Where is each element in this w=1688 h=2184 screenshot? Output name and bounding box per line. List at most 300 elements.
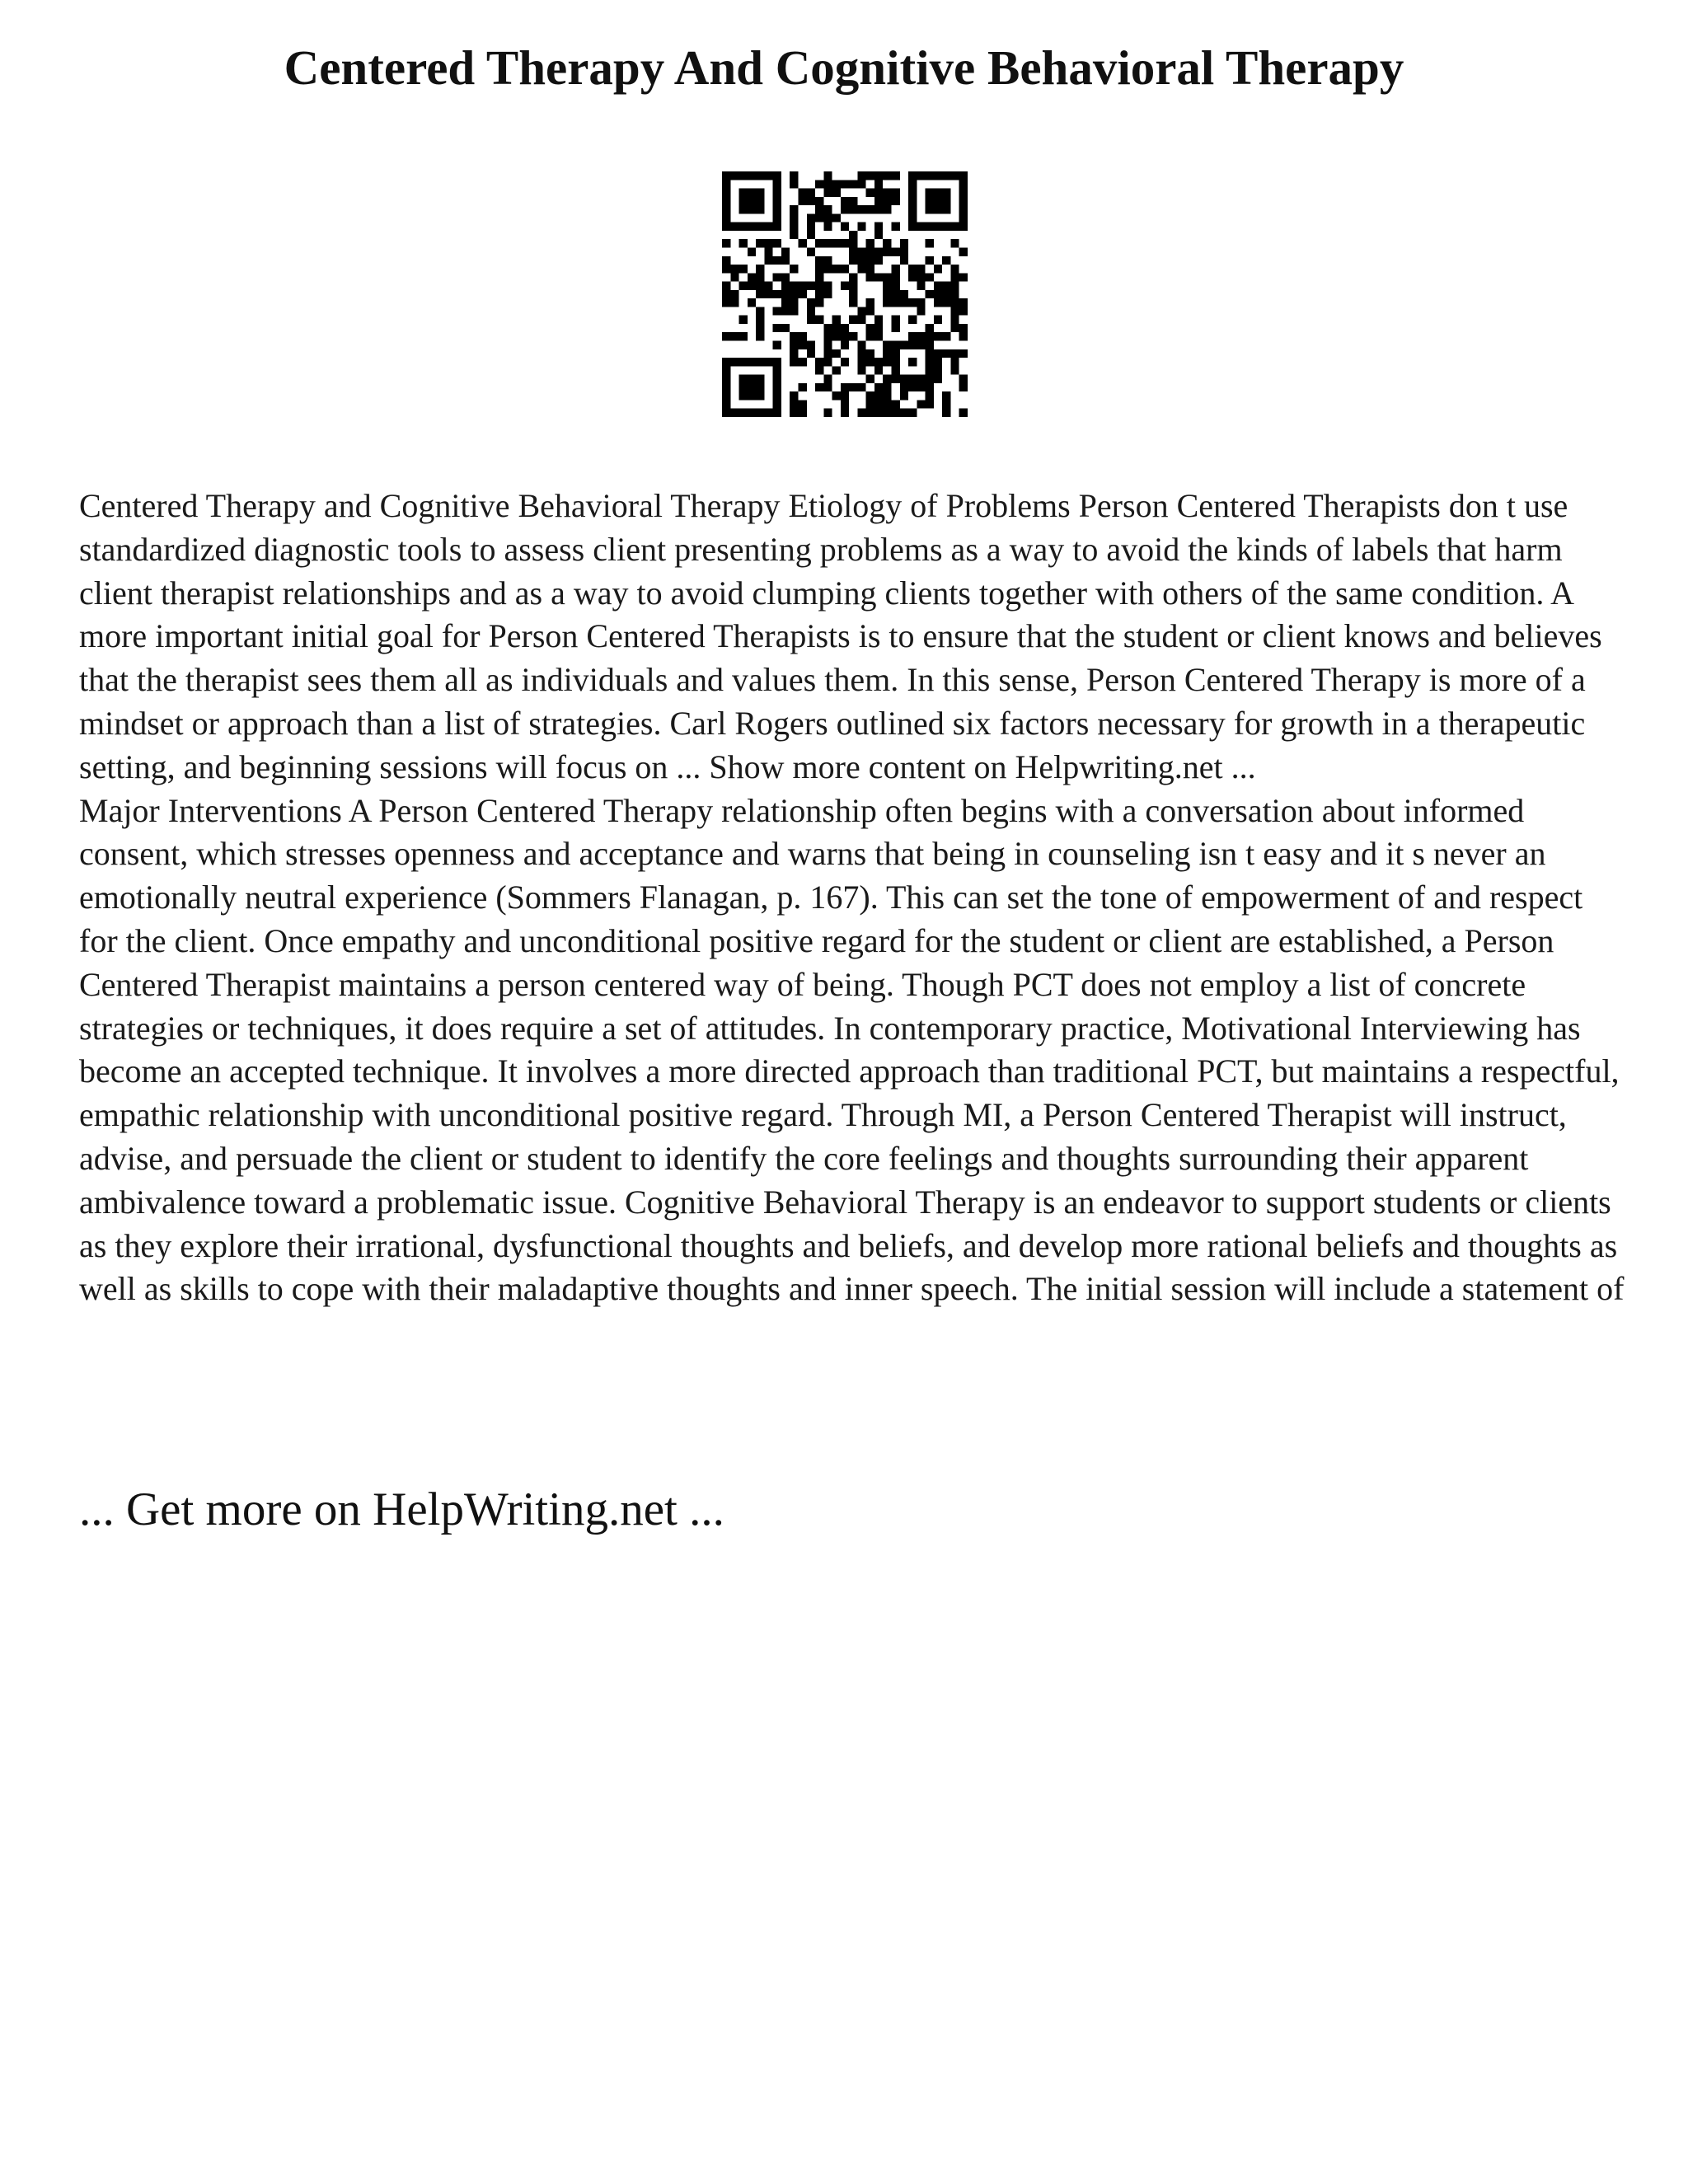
qr-module xyxy=(773,256,781,265)
qr-module xyxy=(756,223,764,231)
qr-module xyxy=(730,265,738,273)
qr-module xyxy=(900,375,908,383)
qr-module xyxy=(773,383,781,391)
qr-module xyxy=(756,282,764,290)
qr-module xyxy=(857,247,865,255)
qr-module xyxy=(798,197,806,205)
qr-module xyxy=(857,409,865,417)
qr-module xyxy=(892,282,900,290)
qr-module xyxy=(832,366,841,374)
qr-module xyxy=(892,189,900,197)
qr-module xyxy=(790,265,798,273)
qr-module xyxy=(773,409,781,417)
qr-module xyxy=(756,383,764,391)
qr-module xyxy=(841,391,849,400)
qr-module xyxy=(807,197,815,205)
qr-module xyxy=(917,273,925,281)
qr-module xyxy=(950,349,959,358)
qr-module xyxy=(756,171,764,180)
qr-module xyxy=(815,213,823,222)
qr-module xyxy=(730,409,738,417)
qr-module xyxy=(790,282,798,290)
qr-module xyxy=(934,265,942,273)
qr-module xyxy=(942,290,950,298)
qr-module xyxy=(942,205,950,213)
qr-module xyxy=(874,180,883,188)
qr-module xyxy=(892,223,900,231)
qr-module xyxy=(874,383,883,391)
qr-module xyxy=(815,282,823,290)
qr-module xyxy=(883,273,891,281)
qr-module xyxy=(798,409,806,417)
qr-module xyxy=(900,409,908,417)
qr-module xyxy=(908,358,917,366)
qr-module xyxy=(823,290,832,298)
qr-module xyxy=(908,383,917,391)
qr-module xyxy=(748,223,756,231)
qr-module xyxy=(926,189,934,197)
qr-module xyxy=(815,180,823,188)
qr-module xyxy=(832,332,841,340)
qr-module xyxy=(773,180,781,188)
qr-module xyxy=(900,298,908,307)
qr-module xyxy=(892,171,900,180)
qr-module xyxy=(841,324,849,332)
qr-module xyxy=(807,247,815,255)
qr-module xyxy=(798,282,806,290)
qr-module xyxy=(866,391,874,400)
qr-module xyxy=(739,223,748,231)
qr-module xyxy=(866,349,874,358)
qr-module xyxy=(908,189,917,197)
qr-module xyxy=(934,282,942,290)
qr-module xyxy=(764,171,772,180)
qr-module xyxy=(739,383,748,391)
qr-module xyxy=(950,307,959,315)
qr-module xyxy=(823,349,832,358)
qr-module xyxy=(883,205,891,213)
qr-module xyxy=(866,239,874,247)
qr-module xyxy=(908,265,917,273)
qr-module xyxy=(815,316,823,324)
qr-module xyxy=(722,290,730,298)
qr-module xyxy=(790,307,798,315)
qr-module xyxy=(790,409,798,417)
qr-module xyxy=(883,239,891,247)
qr-module xyxy=(807,298,815,307)
qr-module xyxy=(959,205,968,213)
qr-module xyxy=(756,307,764,315)
qr-module xyxy=(917,265,925,273)
qr-module xyxy=(926,324,934,332)
qr-module xyxy=(926,239,934,247)
qr-module xyxy=(815,383,823,391)
qr-module xyxy=(926,223,934,231)
qr-module xyxy=(950,366,959,374)
qr-module xyxy=(857,265,865,273)
qr-module xyxy=(950,324,959,332)
qr-module xyxy=(900,239,908,247)
qr-module xyxy=(730,332,738,340)
qr-module xyxy=(815,256,823,265)
qr-module xyxy=(874,223,883,231)
qr-module xyxy=(917,223,925,231)
qr-module xyxy=(950,298,959,307)
qr-module xyxy=(908,316,917,324)
qr-module xyxy=(892,290,900,298)
qr-module xyxy=(959,332,968,340)
qr-module xyxy=(934,358,942,366)
qr-module xyxy=(773,213,781,222)
qr-module xyxy=(773,189,781,197)
qr-module xyxy=(722,197,730,205)
qr-module xyxy=(917,375,925,383)
qr-module xyxy=(748,375,756,383)
qr-module xyxy=(815,239,823,247)
qr-module xyxy=(832,316,841,324)
qr-module xyxy=(926,332,934,340)
qr-module xyxy=(764,282,772,290)
qr-module xyxy=(823,341,832,349)
qr-module xyxy=(832,180,841,188)
qr-module xyxy=(764,290,772,298)
qr-module xyxy=(874,205,883,213)
qr-module xyxy=(722,189,730,197)
qr-module xyxy=(832,239,841,247)
qr-module xyxy=(739,358,748,366)
qr-module xyxy=(756,290,764,298)
qr-module xyxy=(942,332,950,340)
qr-module xyxy=(807,231,815,239)
qr-module xyxy=(722,205,730,213)
qr-module xyxy=(756,375,764,383)
qr-module xyxy=(849,205,857,213)
qr-module xyxy=(781,282,790,290)
qr-module xyxy=(773,290,781,298)
qr-module xyxy=(950,282,959,290)
qr-module xyxy=(917,171,925,180)
qr-module xyxy=(908,341,917,349)
qr-module xyxy=(748,298,756,307)
qr-module xyxy=(773,273,781,281)
qr-module xyxy=(917,307,925,315)
qr-module xyxy=(900,290,908,298)
qr-module xyxy=(883,349,891,358)
qr-module xyxy=(764,247,772,255)
qr-module xyxy=(849,180,857,188)
qr-module xyxy=(900,256,908,265)
qr-module xyxy=(917,400,925,408)
qr-module xyxy=(857,383,865,391)
qr-module xyxy=(748,171,756,180)
qr-module xyxy=(874,358,883,366)
qr-module xyxy=(764,256,772,265)
qr-module xyxy=(823,189,832,197)
qr-module xyxy=(883,358,891,366)
qr-module xyxy=(722,375,730,383)
qr-module xyxy=(926,197,934,205)
qr-module xyxy=(908,298,917,307)
qr-module xyxy=(883,391,891,400)
qr-module xyxy=(950,223,959,231)
qr-module xyxy=(926,256,934,265)
qr-module xyxy=(908,205,917,213)
qr-module xyxy=(950,358,959,366)
qr-module xyxy=(849,282,857,290)
qr-module xyxy=(950,239,959,247)
qr-module xyxy=(790,358,798,366)
qr-module xyxy=(849,273,857,281)
qr-module xyxy=(874,189,883,197)
qr-module xyxy=(917,383,925,391)
qr-module xyxy=(730,223,738,231)
qr-module xyxy=(892,349,900,358)
qr-module xyxy=(815,273,823,281)
qr-module xyxy=(934,298,942,307)
qr-module xyxy=(934,375,942,383)
qr-module xyxy=(874,231,883,239)
qr-module xyxy=(942,349,950,358)
qr-module xyxy=(892,298,900,307)
qr-module xyxy=(874,409,883,417)
qr-module xyxy=(790,391,798,400)
qr-module xyxy=(841,205,849,213)
qr-module xyxy=(866,247,874,255)
qr-module xyxy=(815,290,823,298)
qr-module xyxy=(807,349,815,358)
qr-module xyxy=(756,391,764,400)
qr-module xyxy=(917,282,925,290)
qr-module xyxy=(832,189,841,197)
qr-module xyxy=(739,171,748,180)
qr-module xyxy=(790,223,798,231)
qr-module xyxy=(823,383,832,391)
qr-module xyxy=(841,341,849,349)
qr-module xyxy=(748,189,756,197)
qr-module xyxy=(841,282,849,290)
qr-module xyxy=(807,213,815,222)
qr-module xyxy=(959,180,968,188)
qr-module xyxy=(739,316,748,324)
qr-module xyxy=(950,316,959,324)
qr-module xyxy=(790,332,798,340)
qr-module xyxy=(748,358,756,366)
qr-module xyxy=(722,358,730,366)
qr-module xyxy=(748,391,756,400)
qr-module xyxy=(773,358,781,366)
qr-module xyxy=(926,383,934,391)
qr-module xyxy=(959,247,968,255)
qr-module xyxy=(926,341,934,349)
qr-module xyxy=(950,171,959,180)
qr-module xyxy=(892,341,900,349)
qr-module xyxy=(892,409,900,417)
qr-module xyxy=(841,383,849,391)
qr-module xyxy=(739,239,748,247)
qr-module xyxy=(798,239,806,247)
qr-module xyxy=(942,282,950,290)
qr-module xyxy=(900,341,908,349)
qr-module xyxy=(798,189,806,197)
qr-module xyxy=(908,213,917,222)
qr-module xyxy=(857,205,865,213)
qr-module xyxy=(934,316,942,324)
qr-module xyxy=(781,256,790,265)
qr-module xyxy=(756,265,764,273)
qr-module xyxy=(883,409,891,417)
qr-module xyxy=(807,282,815,290)
qr-module xyxy=(866,332,874,340)
qr-module xyxy=(739,391,748,400)
qr-module xyxy=(857,316,865,324)
qr-module xyxy=(748,247,756,255)
qr-module xyxy=(739,332,748,340)
qr-module xyxy=(823,256,832,265)
qr-module xyxy=(823,358,832,366)
qr-module xyxy=(722,400,730,408)
qr-module xyxy=(934,349,942,358)
qr-module xyxy=(790,400,798,408)
qr-module xyxy=(883,290,891,298)
qr-module xyxy=(722,256,730,265)
qr-module xyxy=(823,223,832,231)
qr-module xyxy=(959,298,968,307)
qr-module xyxy=(730,171,738,180)
qr-module xyxy=(807,223,815,231)
qr-module xyxy=(773,205,781,213)
paragraph-interventions: Major Interventions A Person Centered Therapy relationship often begins with a conversation about informed consent, which stresses openness and acceptance and warns that being in counseling isn t easy and it s never an emotionally neutral experience (Sommers Flanagan, p. 167). This can set the tone of empowerment of and respect for the client. Once empathy and unconditional positive regard for the student or client are established, a Person Centered Therapist maintains a person centered way of being. Though PCT does not employ a list of concrete strategies or techniques, it does require a set of attitudes. In contemporary practice, Motivational Interviewing has become an accepted technique. It involves a more directed approach than traditional PCT, but maintains a respectful, empathic relationship with unconditional positive regard. Through MI, a Person Centered Therapist will instruct, advise, and persuade the client or student to identify the core feelings and thoughts surrounding their apparent ambivalence toward a problematic issue. Cognitive Behavioral Therapy is an endeavor to support students or clients as they explore their irrational, dysfunctional thoughts and beliefs, and develop more rational beliefs and thoughts as well as skills to cope with their maladaptive thoughts and inner speech. The initial session will include a statement of xyxy=(79,791,1625,1308)
qr-module xyxy=(926,171,934,180)
qr-module xyxy=(926,358,934,366)
qr-module xyxy=(756,239,764,247)
qr-module xyxy=(823,409,832,417)
qr-module xyxy=(866,298,874,307)
qr-module xyxy=(722,239,730,247)
qr-module xyxy=(773,341,781,349)
qr-module xyxy=(883,383,891,391)
qr-module xyxy=(934,223,942,231)
qr-module xyxy=(841,239,849,247)
qr-module xyxy=(790,231,798,239)
qr-module xyxy=(722,223,730,231)
qr-module xyxy=(849,247,857,255)
qr-module xyxy=(730,358,738,366)
qr-module xyxy=(773,239,781,247)
qr-module xyxy=(790,349,798,358)
qr-module xyxy=(798,358,806,366)
qr-module xyxy=(849,316,857,324)
qr-module xyxy=(934,205,942,213)
qr-module xyxy=(849,290,857,298)
qr-module xyxy=(841,223,849,231)
qr-module xyxy=(857,341,865,349)
qr-module xyxy=(866,265,874,273)
qr-module xyxy=(908,171,917,180)
qr-module xyxy=(959,307,968,315)
qr-module xyxy=(722,391,730,400)
qr-module xyxy=(959,383,968,391)
qr-module xyxy=(815,205,823,213)
qr-module xyxy=(756,205,764,213)
qr-module xyxy=(756,332,764,340)
qr-module xyxy=(950,290,959,298)
qr-module xyxy=(823,324,832,332)
qr-module xyxy=(832,213,841,222)
qr-module xyxy=(849,197,857,205)
qr-module xyxy=(934,366,942,374)
qr-module xyxy=(823,180,832,188)
qr-module xyxy=(798,383,806,391)
qr-module xyxy=(841,197,849,205)
qr-module xyxy=(748,205,756,213)
qr-module xyxy=(883,247,891,255)
qr-module xyxy=(857,223,865,231)
qr-module xyxy=(857,358,865,366)
qr-module xyxy=(823,332,832,340)
qr-module xyxy=(832,391,841,400)
qr-module xyxy=(841,358,849,366)
qr-module xyxy=(849,332,857,340)
qr-module xyxy=(900,383,908,391)
qr-module xyxy=(942,298,950,307)
qr-module xyxy=(823,265,832,273)
qr-module xyxy=(857,307,865,315)
qr-module xyxy=(874,391,883,400)
qr-module xyxy=(892,400,900,408)
qr-module xyxy=(866,307,874,315)
qr-module xyxy=(857,180,865,188)
qr-module xyxy=(773,197,781,205)
qr-module xyxy=(874,171,883,180)
qr-module xyxy=(874,256,883,265)
qr-module xyxy=(823,213,832,222)
qr-module xyxy=(815,197,823,205)
qr-module xyxy=(773,324,781,332)
qr-module xyxy=(926,290,934,298)
qr-module xyxy=(908,273,917,281)
qr-module xyxy=(756,324,764,332)
qr-module xyxy=(832,265,841,273)
qr-module xyxy=(764,358,772,366)
qr-module xyxy=(790,205,798,213)
get-more-link[interactable]: ... Get more on HelpWriting.net ... xyxy=(79,1483,724,1535)
qr-module xyxy=(773,307,781,315)
qr-module xyxy=(950,273,959,281)
qr-module xyxy=(773,375,781,383)
qr-module xyxy=(807,316,815,324)
qr-module xyxy=(815,358,823,366)
qr-module xyxy=(756,358,764,366)
qr-module xyxy=(934,197,942,205)
qr-module xyxy=(722,282,730,290)
qr-module xyxy=(959,213,968,222)
qr-module xyxy=(908,223,917,231)
qr-module xyxy=(756,409,764,417)
qr-module xyxy=(942,223,950,231)
qr-module xyxy=(959,273,968,281)
qr-module xyxy=(748,409,756,417)
qr-module xyxy=(892,366,900,374)
qr-module xyxy=(942,189,950,197)
qr-module xyxy=(934,290,942,298)
qr-module xyxy=(926,273,934,281)
qr-module xyxy=(857,349,865,358)
qr-module xyxy=(866,324,874,332)
qr-module xyxy=(807,307,815,315)
qr-module xyxy=(841,332,849,340)
qr-module xyxy=(874,316,883,324)
qr-module xyxy=(748,282,756,290)
